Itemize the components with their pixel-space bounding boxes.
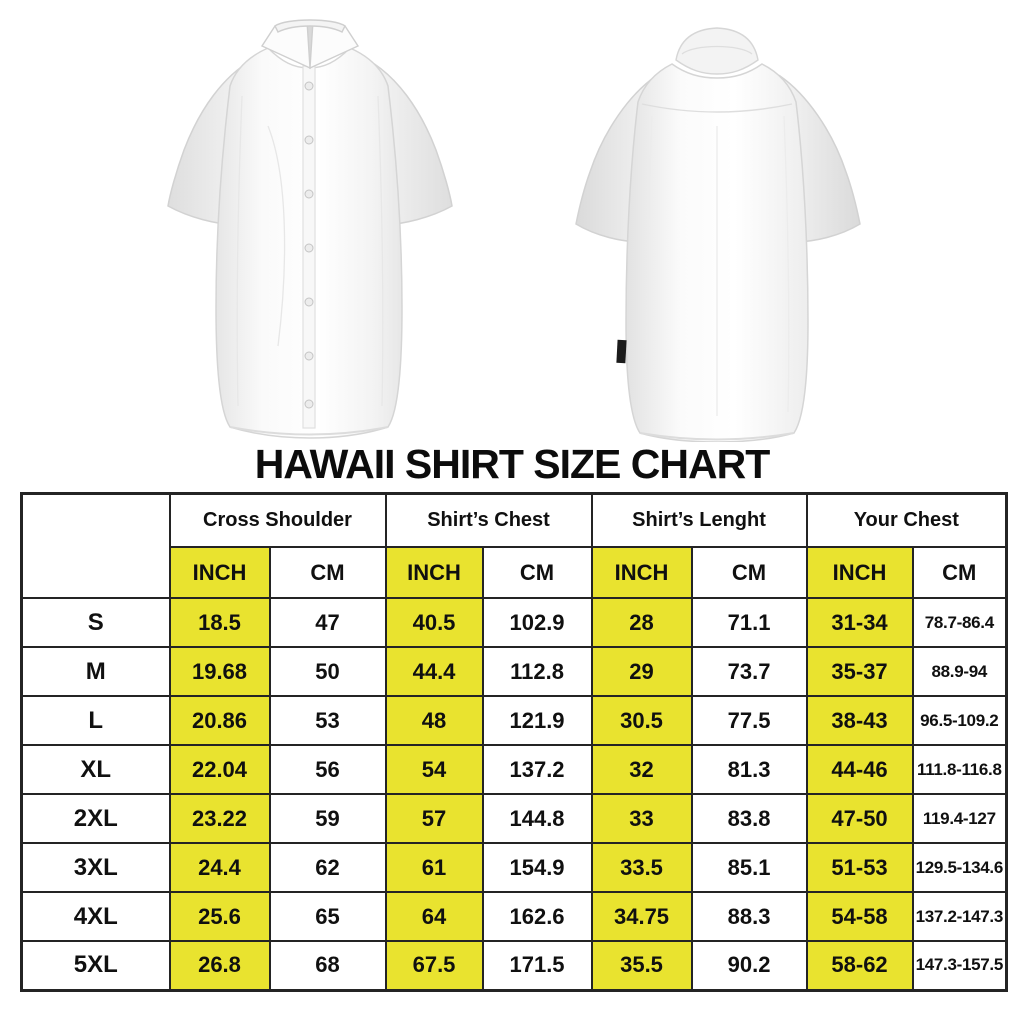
value-cell: 88.9-94 [913, 647, 1007, 696]
value-cell: 147.3-157.5 [913, 941, 1007, 990]
value-cell: 102.9 [483, 598, 592, 647]
value-cell: 31-34 [807, 598, 913, 647]
value-cell: 35.5 [592, 941, 692, 990]
value-cell: 26.8 [170, 941, 270, 990]
unit-header-cm: CM [483, 547, 592, 598]
value-cell: 85.1 [692, 843, 807, 892]
value-cell: 129.5-134.6 [913, 843, 1007, 892]
table-row [22, 843, 1007, 892]
unit-header-cm: CM [913, 547, 1007, 598]
size-cell: 3XL [22, 843, 170, 892]
column-group-header-row [22, 494, 1007, 548]
value-cell: 44.4 [386, 647, 483, 696]
value-cell: 57 [386, 794, 483, 843]
value-cell: 58-62 [807, 941, 913, 990]
size-cell: 5XL [22, 941, 170, 990]
size-chart-table [20, 492, 1008, 992]
brand-tag [616, 340, 626, 363]
value-cell: 62 [270, 843, 386, 892]
value-cell: 40.5 [386, 598, 483, 647]
col-group-shirts-length: Shirt’s Lenght [592, 494, 807, 548]
unit-header-cm: CM [692, 547, 807, 598]
size-cell: S [22, 598, 170, 647]
back-shirt-image [546, 16, 890, 442]
value-cell: 44-46 [807, 745, 913, 794]
value-cell: 61 [386, 843, 483, 892]
value-cell: 56 [270, 745, 386, 794]
unit-header-row [22, 547, 1007, 598]
value-cell: 20.86 [170, 696, 270, 745]
table-row [22, 941, 1007, 990]
table-row [22, 598, 1007, 647]
value-cell: 68 [270, 941, 386, 990]
value-cell: 59 [270, 794, 386, 843]
value-cell: 29 [592, 647, 692, 696]
value-cell: 73.7 [692, 647, 807, 696]
front-shirt-image [138, 6, 482, 440]
size-cell: 4XL [22, 892, 170, 941]
value-cell: 23.22 [170, 794, 270, 843]
value-cell: 119.4-127 [913, 794, 1007, 843]
col-group-your-chest: Your Chest [807, 494, 1007, 548]
col-group-cross-shoulder: Cross Shoulder [170, 494, 386, 548]
value-cell: 30.5 [592, 696, 692, 745]
value-cell: 22.04 [170, 745, 270, 794]
value-cell: 54-58 [807, 892, 913, 941]
table-row [22, 745, 1007, 794]
value-cell: 137.2 [483, 745, 592, 794]
value-cell: 154.9 [483, 843, 592, 892]
value-cell: 67.5 [386, 941, 483, 990]
value-cell: 112.8 [483, 647, 592, 696]
value-cell: 171.5 [483, 941, 592, 990]
value-cell: 81.3 [692, 745, 807, 794]
value-cell: 83.8 [692, 794, 807, 843]
unit-header-cm: CM [270, 547, 386, 598]
value-cell: 34.75 [592, 892, 692, 941]
value-cell: 19.68 [170, 647, 270, 696]
page-title: HAWAII SHIRT SIZE CHART [254, 441, 770, 487]
unit-header-inch: INCH [592, 547, 692, 598]
table-row [22, 647, 1007, 696]
value-cell: 144.8 [483, 794, 592, 843]
value-cell: 162.6 [483, 892, 592, 941]
value-cell: 88.3 [692, 892, 807, 941]
size-cell: M [22, 647, 170, 696]
size-cell: 2XL [22, 794, 170, 843]
value-cell: 64 [386, 892, 483, 941]
value-cell: 71.1 [692, 598, 807, 647]
unit-header-inch: INCH [386, 547, 483, 598]
value-cell: 111.8-116.8 [913, 745, 1007, 794]
size-cell: L [22, 696, 170, 745]
table-row [22, 892, 1007, 941]
value-cell: 33.5 [592, 843, 692, 892]
value-cell: 18.5 [170, 598, 270, 647]
value-cell: 24.4 [170, 843, 270, 892]
value-cell: 121.9 [483, 696, 592, 745]
value-cell: 137.2-147.3 [913, 892, 1007, 941]
value-cell: 77.5 [692, 696, 807, 745]
value-cell: 38-43 [807, 696, 913, 745]
col-group-shirts-chest: Shirt’s Chest [386, 494, 592, 548]
value-cell: 54 [386, 745, 483, 794]
value-cell: 28 [592, 598, 692, 647]
unit-header-inch: INCH [170, 547, 270, 598]
value-cell: 50 [270, 647, 386, 696]
table-row [22, 696, 1007, 745]
value-cell: 33 [592, 794, 692, 843]
corner-cell [22, 494, 170, 599]
unit-header-inch: INCH [807, 547, 913, 598]
value-cell: 78.7-86.4 [913, 598, 1007, 647]
value-cell: 53 [270, 696, 386, 745]
value-cell: 96.5-109.2 [913, 696, 1007, 745]
value-cell: 35-37 [807, 647, 913, 696]
value-cell: 48 [386, 696, 483, 745]
value-cell: 51-53 [807, 843, 913, 892]
value-cell: 47-50 [807, 794, 913, 843]
value-cell: 32 [592, 745, 692, 794]
value-cell: 65 [270, 892, 386, 941]
table-body [22, 598, 1007, 990]
size-cell: XL [22, 745, 170, 794]
value-cell: 90.2 [692, 941, 807, 990]
value-cell: 25.6 [170, 892, 270, 941]
table-row [22, 794, 1007, 843]
value-cell: 47 [270, 598, 386, 647]
